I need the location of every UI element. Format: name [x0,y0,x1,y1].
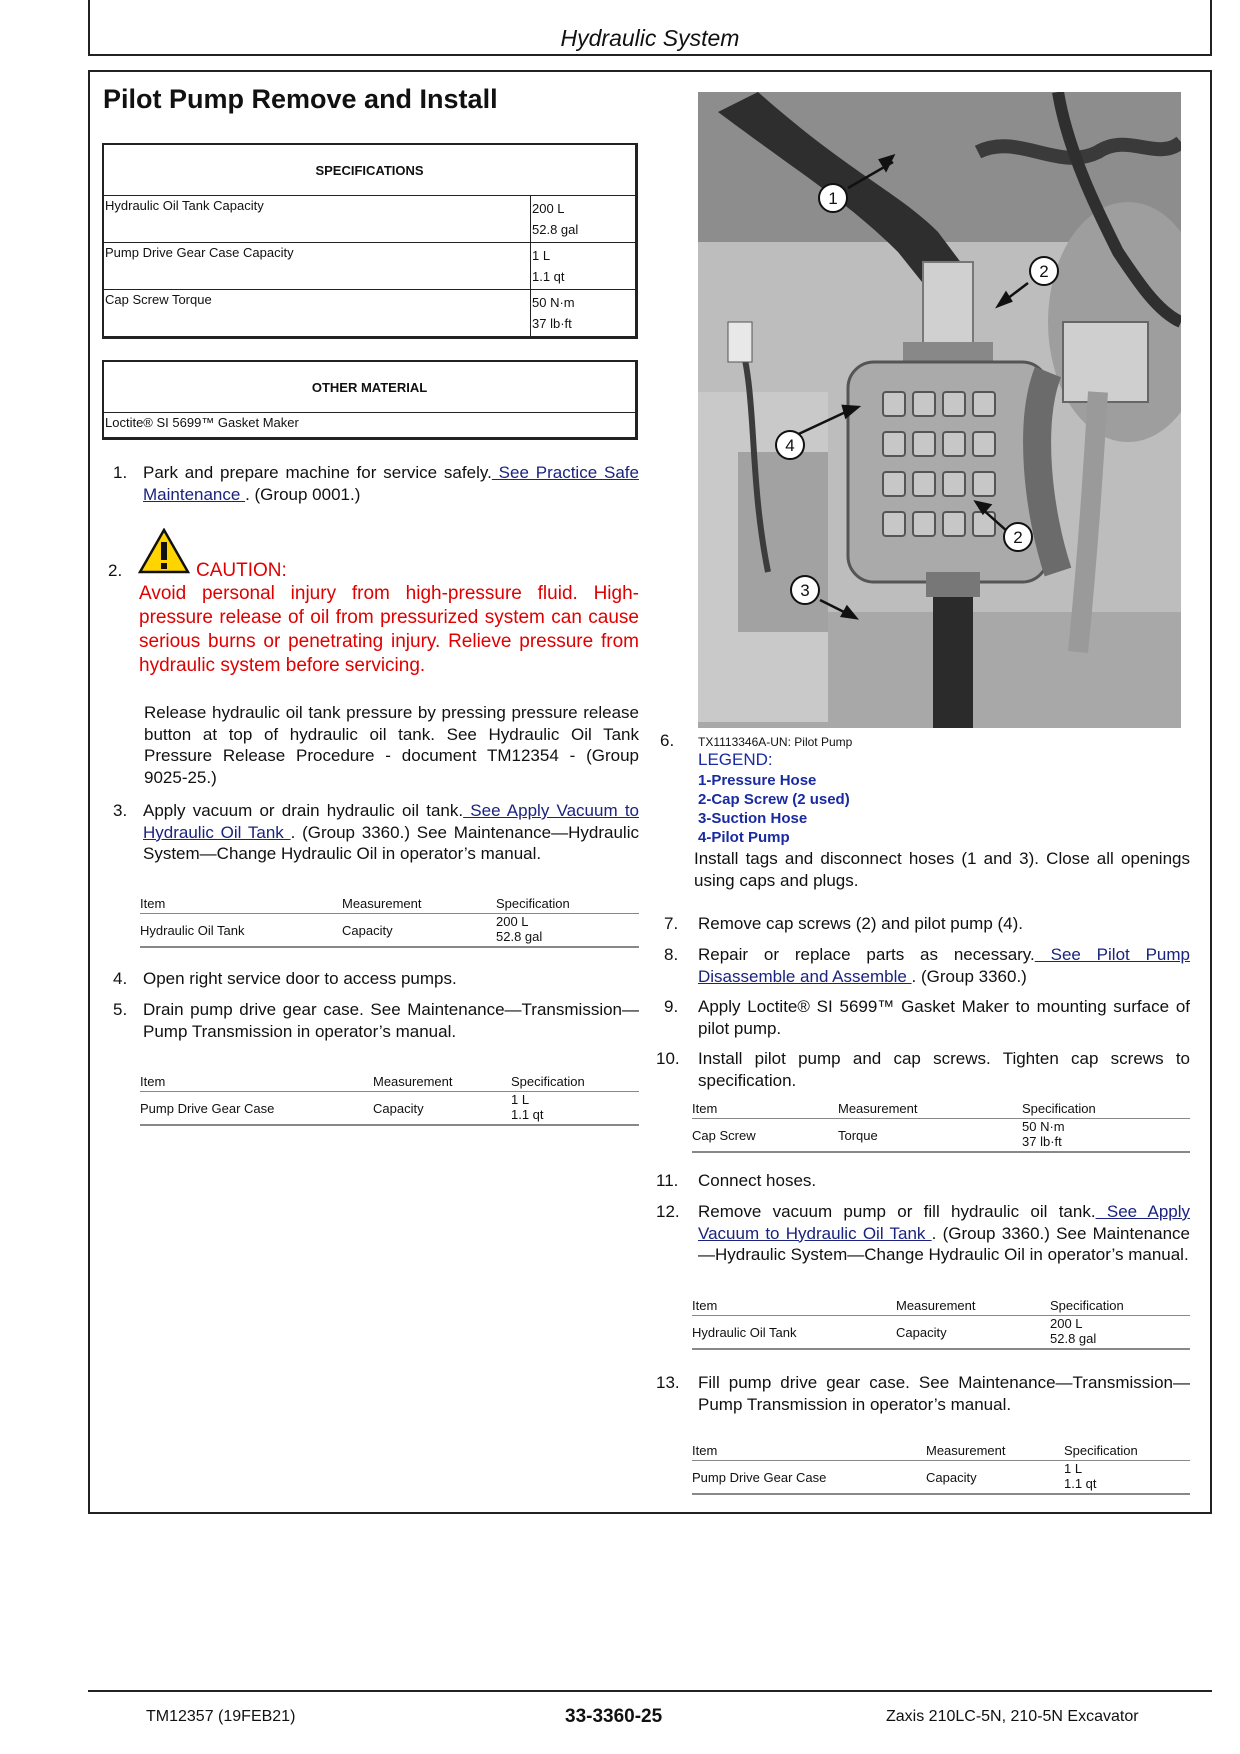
other-material-title: OTHER MATERIAL [103,361,637,413]
step-9: 9. Apply Loctite® SI 5699™ Gasket Maker to mounting surface of pilot pump. [664,997,1190,1038]
footer-doc-id: TM12357 (19FEB21) [146,1708,296,1725]
spec-value: 50 N·m 37 lb·ft [531,290,637,338]
measurement-table-step-13: Item Measurement Specification Pump Drive Gear Case Capacity 1 L 1.1 qt [692,1443,1190,1495]
callout-2-lower: 2 [1013,528,1023,547]
caution-label: CAUTION: [196,560,287,581]
apply-vacuum-link-2[interactable]: See Apply Vacuum to Hydraulic Oil Tank [698,1202,1191,1243]
step-5: 5. Drain pump drive gear case. See Maintenance—Transmission—Pump Transmission in operator’s manual. [113,1000,639,1041]
caution-warning-icon [138,528,190,574]
page-header [88,0,1212,56]
footer-page-number: 33-3360-25 [565,1706,663,1727]
step-3: 3. Apply vacuum or drain hydraulic oil tank. See Apply Vacuum to Hydraulic Oil Tank . (Group 3360.) See Maintenance—Hydraulic System—Change Hydraulic Oil in operator’s manual. [113,801,639,863]
spec-item: Hydraulic Oil Tank Capacity [103,196,531,243]
pilot-pump-photo [698,92,1181,728]
legend-item: 4-Pilot Pump [698,829,790,846]
step-1: 1. Park and prepare machine for service safely. See Practice Safe Maintenance . (Group 0001.) [113,463,639,504]
measurement-table-step-5: Item Measurement Specification Pump Drive Gear Case Capacity 1 L 1.1 qt [140,1074,639,1126]
callout-4: 4 [785,436,795,455]
spec-item: Cap Screw Torque [103,290,531,338]
pilot-pump-disassemble-link[interactable]: See Pilot Pump Disassemble and Assemble [698,945,1190,986]
step-12: 12. Remove vacuum pump or fill hydraulic oil tank. See Apply Vacuum to Hydraulic Oil Tank . (Group 3360.) See Maintenance—Hydraulic System—Change Hydraulic Oil in operator’s manual. [656,1202,1191,1264]
spec-item: Pump Drive Gear Case Capacity [103,243,531,290]
footer-divider [88,1690,1212,1692]
legend-title: LEGEND: [698,750,773,769]
spec-value: 1 L 1.1 qt [531,243,637,290]
step-2: 2. CAUTION: Avoid personal injury from high-pressure fluid. High-pressure release of oil from pressurized system can cause serious burns or penetrating injury. Relieve pressure from hydraulic system before servicing. Release hydraulic oil tank pressure by pressing pressure release button at top of hydraulic oil tank. See Hydraulic Oil Tank Pressure Release Procedure - document TM12354 - (Group 9025-25.) [108,560,639,780]
measurement-table-step-3: Item Measurement Specification Hydraulic Oil Tank Capacity 200 L 52.8 gal [140,896,639,948]
step-8: 8. Repair or replace parts as necessary. See Pilot Pump Disassemble and Assemble . (Group 3360.) [664,945,1190,986]
callout-3: 3 [800,581,810,600]
step-6-text: Install tags and disconnect hoses (1 and 3). Close all openings using caps and plugs. [694,849,1190,890]
step-10: 10. Install pilot pump and cap screws. Tighten cap screws to specification. [656,1049,1190,1090]
other-material-table [102,360,638,440]
step-13: 13. Fill pump drive gear case. See Maintenance—Transmission—Pump Transmission in operator’s manual. [656,1373,1190,1414]
page-title: Pilot Pump Remove and Install [103,84,498,114]
legend-item: 2-Cap Screw (2 used) [698,791,850,808]
figure-caption: TX1113346A-UN: Pilot Pump [698,735,853,749]
specifications-table [102,143,638,339]
legend-item: 3-Suction Hose [698,810,808,827]
specifications-title: SPECIFICATIONS [103,144,637,196]
step-6-number: 6. [660,731,675,750]
callout-2: 2 [1039,262,1049,281]
step-4: 4. Open right service door to access pumps. [113,969,457,988]
caution-text: Avoid personal injury from high-pressure fluid. High-pressure release of oil from pressurized system can cause serious burns or penetrating injury. Relieve pressure from hydraulic system before servicing. [139,583,639,676]
footer-machine: Zaxis 210LC-5N, 210-5N Excavator [886,1708,1139,1725]
other-material-item: Loctite® SI 5699™ Gasket Maker [103,413,637,439]
legend-item: 1-Pressure Hose [698,772,817,789]
spec-value: 200 L 52.8 gal [531,196,637,243]
step-2-text: Release hydraulic oil tank pressure by pressing pressure release button at top of hydraulic oil tank. See Hydraulic Oil Tank Pressure Release Procedure - document TM12354 - (Group 9025-25.) [144,703,639,787]
measurement-table-step-12: Item Measurement Specification Hydraulic Oil Tank Capacity 200 L 52.8 gal [692,1298,1190,1350]
measurement-table-step-10: Item Measurement Specification Cap Screw Torque 50 N·m 37 lb·ft [692,1101,1190,1153]
callout-1: 1 [828,189,838,208]
practice-safe-maintenance-link[interactable]: See Practice Safe Maintenance [143,463,639,504]
step-7: 7. Remove cap screws (2) and pilot pump (4). [664,914,1024,933]
section-title: Hydraulic System [560,25,740,51]
apply-vacuum-link[interactable]: See Apply Vacuum to Hydraulic Oil Tank [143,801,639,842]
step-11: 11. Connect hoses. [656,1171,817,1190]
